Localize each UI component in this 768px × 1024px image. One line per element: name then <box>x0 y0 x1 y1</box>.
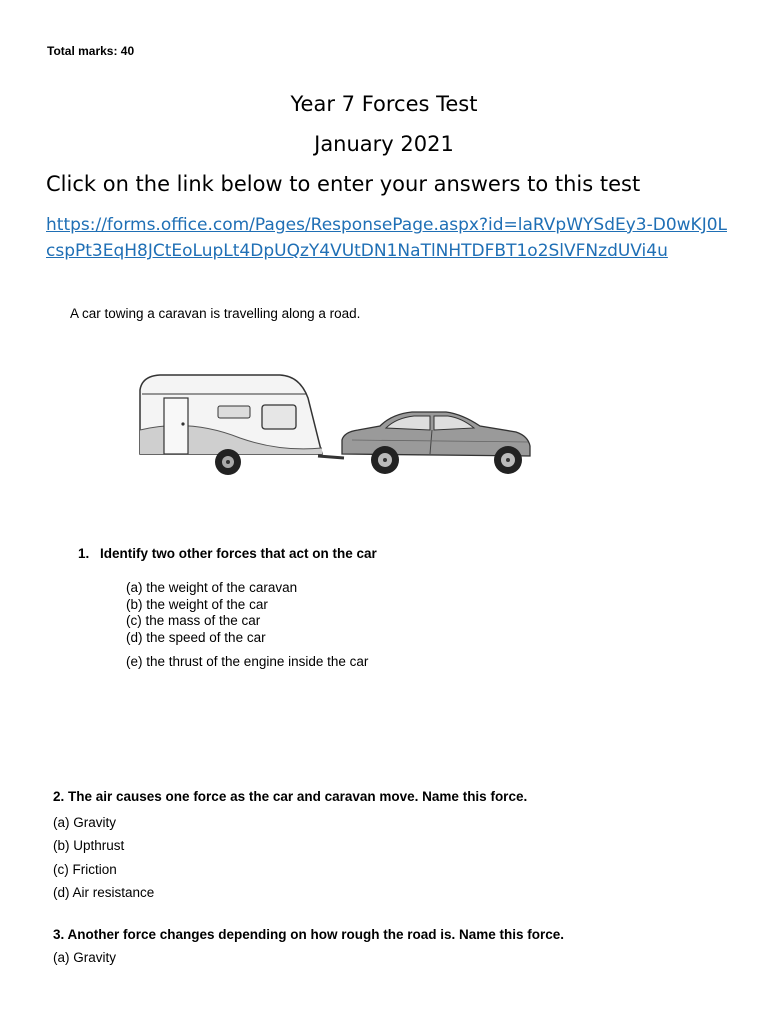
question-1-option-b: (b) the weight of the car <box>126 596 268 612</box>
instruction-text: Click on the link below to enter your answers to this test <box>46 172 641 196</box>
question-3-option-a: (a) Gravity <box>53 950 117 965</box>
car-caravan-illustration <box>130 368 540 483</box>
question-1-option-c: (c) the mass of the car <box>126 613 261 628</box>
question-1-text: Identify two other forces that act on the car <box>100 546 377 561</box>
question-2-option-b: (b) Upthrust <box>53 838 125 854</box>
question-2-text: 2. The air causes one force as the car and caravan move. Name this force. <box>53 789 528 804</box>
answer-form-link[interactable]: https://forms.office.com/Pages/ResponsePage.aspx?id=laRVpWYSdEy3-D0wKJ0LcspPt3EqH8JCtEoLupLt4DpUQzY4VUtDN1NaTlNHTDFBT1o2SlVFNzdUVi4u <box>46 215 727 261</box>
question-2-option-a: (a) Gravity <box>53 815 117 830</box>
question-1-option-d: (d) the speed of the car <box>126 629 266 645</box>
question-1-option-e: (e) the thrust of the engine inside the car <box>126 654 369 669</box>
question-1-options <box>126 580 297 646</box>
question-1-number: 1. <box>78 546 90 561</box>
question-3-options <box>53 950 116 965</box>
question-1 <box>78 546 377 561</box>
test-title: Year 7 Forces Test <box>290 92 478 116</box>
test-date: January 2021 <box>314 132 454 156</box>
question-3-text: 3. Another force changes depending on how rough the road is. Name this force. <box>53 927 565 942</box>
question-2-option-c: (c) Friction <box>53 861 117 877</box>
question-1-option-a: (a) the weight of the caravan <box>126 580 298 595</box>
total-marks: Total marks: 40 <box>47 44 135 58</box>
question-intro: A car towing a caravan is travelling along a road. <box>70 306 361 321</box>
question-2-option-d: (d) Air resistance <box>53 884 155 900</box>
question-2-options <box>53 811 154 904</box>
